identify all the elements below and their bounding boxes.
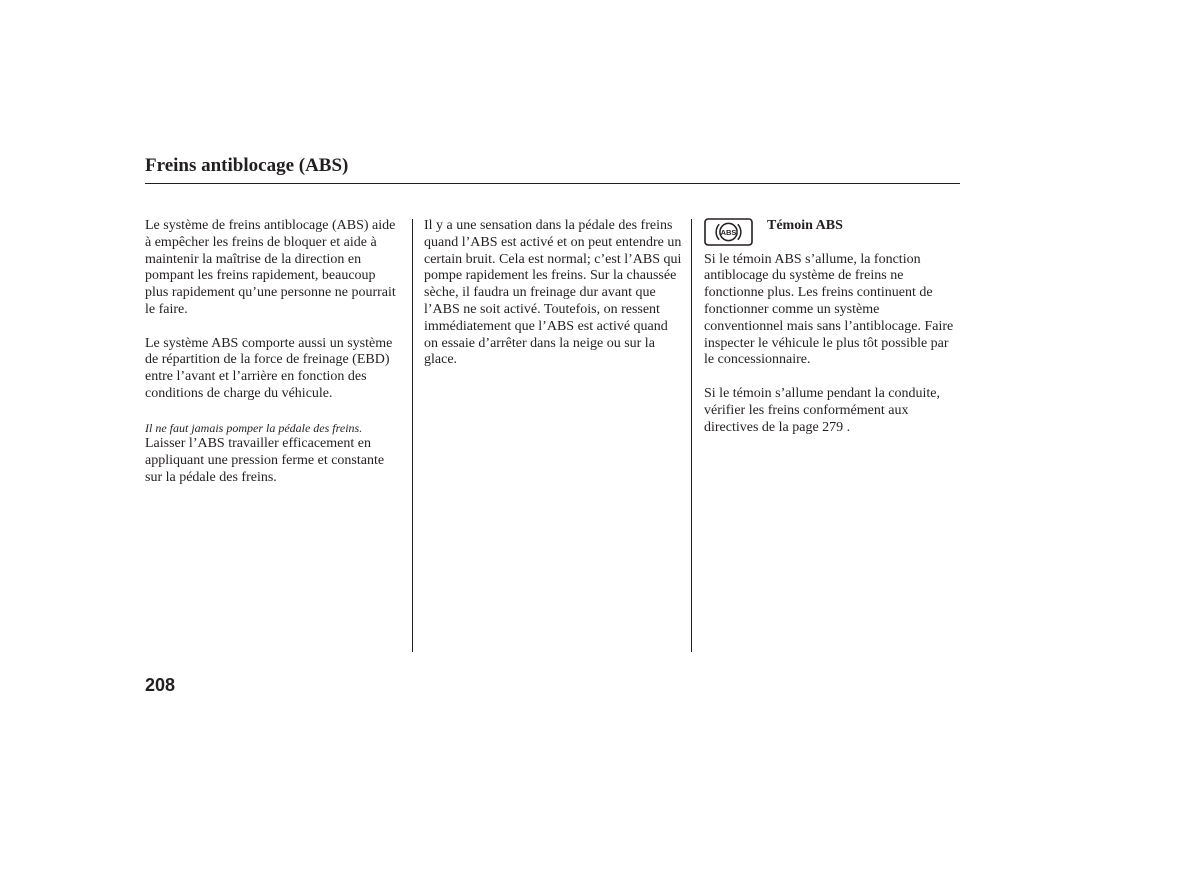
paragraph-abs-intro xyxy=(145,218,407,319)
text-line: à empêcher les freins de bloquer et aide à xyxy=(145,234,377,250)
text-line: le faire. xyxy=(145,301,188,317)
column-right xyxy=(704,218,964,436)
section-header xyxy=(704,218,964,235)
text-line: pompe rapidement les freins. Sur la chaussée xyxy=(424,268,677,284)
title-rule xyxy=(145,183,960,184)
text-line: le concessionnaire. xyxy=(704,352,811,368)
text-line: plus rapidement qu’une personne ne pourrait xyxy=(145,285,396,301)
text-line: glace. xyxy=(424,352,458,368)
text-line: Si le témoin s’allume pendant la conduite, xyxy=(704,385,940,401)
text-line: maintenir la maîtrise de la direction en xyxy=(145,251,362,267)
text-line: certain bruit. Cela est normal; c’est l’ABS qui xyxy=(424,251,682,267)
text-line: de répartition de la force de freinage (EBD) xyxy=(145,352,390,368)
text-line: sur la pédale des freins. xyxy=(145,469,277,485)
column-middle xyxy=(424,218,686,369)
text-line: fonctionner comme un système xyxy=(704,301,880,317)
column-left xyxy=(145,218,407,487)
paragraph-pedal-sensation xyxy=(424,218,686,369)
text-line: on essaie d’arrêter dans la neige ou sur la xyxy=(424,335,655,351)
page-title: Freins antiblocage (ABS) xyxy=(145,155,349,176)
text-line: directives de la page 279 . xyxy=(704,419,851,435)
text-line: appliquant une pression ferme et constante xyxy=(145,453,385,469)
text-line: antiblocage du système de freins ne xyxy=(704,268,904,284)
text-line: sèche, il faudra un freinage dur avant que xyxy=(424,285,656,301)
text-line: pompant les freins rapidement, beaucoup xyxy=(145,268,376,284)
text-line: l’ABS ne soit activé. Toutefois, on ressent xyxy=(424,301,660,317)
text-line: fonctionne plus. Les freins continuent de xyxy=(704,285,933,301)
paragraph-indicator-driving xyxy=(704,386,964,436)
text-line: Le système ABS comporte aussi un système xyxy=(145,335,393,351)
text-line: inspecter le véhicule le plus tôt possible par xyxy=(704,335,949,351)
paragraph-indicator-on xyxy=(704,252,964,370)
text-line: quand l’ABS est activé et on peut entendre un xyxy=(424,234,682,250)
text-line: entre l’avant et l’arrière en fonction des xyxy=(145,369,367,385)
text-line: immédiatement que l’ABS est activé quand xyxy=(424,318,668,334)
section-heading: Témoin ABS xyxy=(767,218,843,233)
text-line: Si le témoin ABS s’allume, la fonction xyxy=(704,251,921,267)
abs-indicator-icon xyxy=(704,218,753,246)
caution-note: Il ne faut jamais pomper la pédale des freins. xyxy=(145,420,363,435)
abs-icon-label: ABS xyxy=(720,227,737,237)
text-line: Laisser l’ABS travailler efficacement en xyxy=(145,436,371,452)
paragraph-ebd xyxy=(145,336,407,403)
text-line: Il y a une sensation dans la pédale des freins xyxy=(424,218,673,233)
text-line: conditions de charge du véhicule. xyxy=(145,385,333,401)
text-line: conventionnel mais sans l’antiblocage. Faire xyxy=(704,318,954,334)
column-divider-left xyxy=(412,219,413,652)
text-line: Le système de freins antiblocage (ABS) aide xyxy=(145,218,396,233)
paragraph-pedal-advice xyxy=(145,420,407,487)
column-divider-right xyxy=(691,219,692,652)
text-line: vérifier les freins conformément aux xyxy=(704,402,909,418)
page-number: 208 xyxy=(145,675,176,695)
